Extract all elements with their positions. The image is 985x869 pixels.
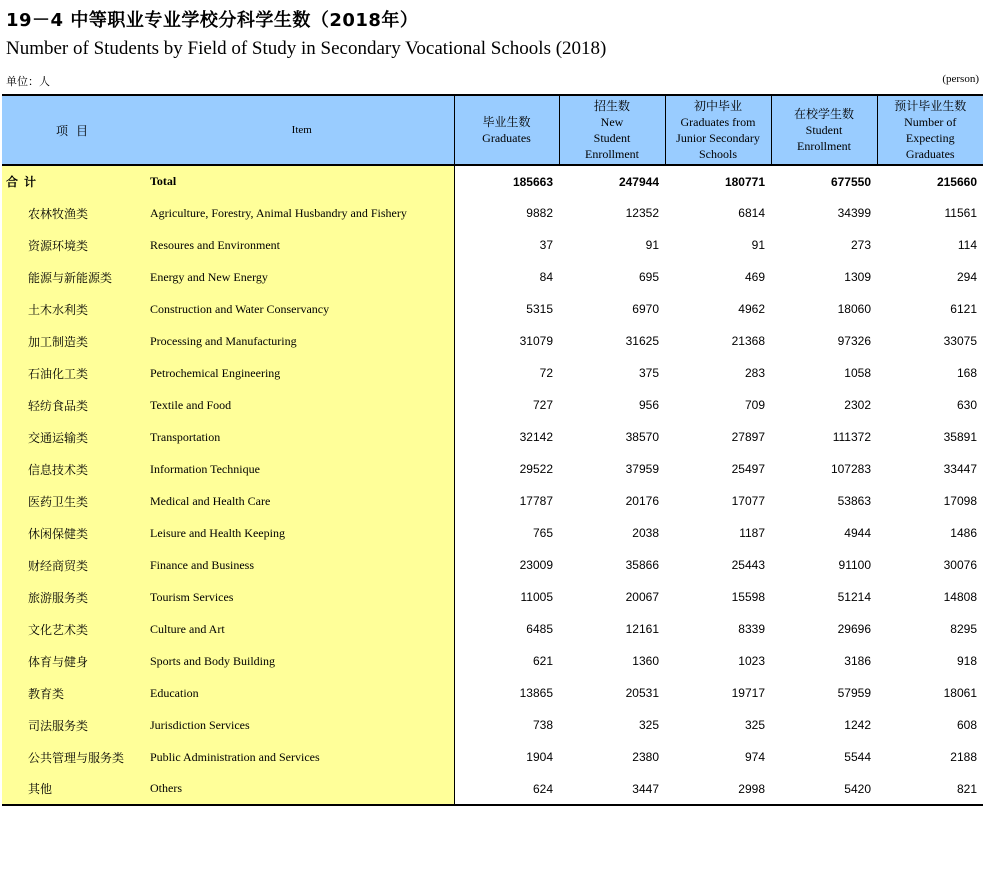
expecting-graduates-cell: 33447 <box>943 462 977 476</box>
junior-graduates-cell: 17077 <box>731 494 765 508</box>
unit-label-cn: 单位：人 <box>6 75 50 88</box>
header-enroll-en2: Enrollment <box>797 139 851 153</box>
graduates-cell: 17787 <box>454 485 559 517</box>
expecting-graduates-cell: 35891 <box>943 430 977 444</box>
student-enrollment-cell: 91100 <box>838 558 871 572</box>
expecting-graduates-cell: 11561 <box>944 206 977 220</box>
junior-graduates-cell: 15598 <box>731 590 765 604</box>
header-expect-en1: Number of <box>904 115 957 129</box>
header-new-en3: Enrollment <box>585 147 639 161</box>
header-expect-en3: Graduates <box>905 147 955 161</box>
expecting-graduates-cell: 2188 <box>950 750 977 764</box>
header-item-cn: 项目 <box>2 95 150 165</box>
new-enrollment-cell: 2380 <box>632 750 659 764</box>
unit-label-en: (person) <box>942 73 979 85</box>
junior-graduates-cell: 974 <box>744 750 765 764</box>
graduates-cell: 31079 <box>454 325 559 357</box>
new-enrollment-cell: 956 <box>638 398 659 412</box>
table-row <box>2 645 983 677</box>
table-body <box>2 165 983 805</box>
junior-graduates-cell: 2998 <box>738 781 765 796</box>
student-enrollment-cell: 29696 <box>837 622 871 636</box>
field-name-cn: 休闲保健类 <box>2 517 150 549</box>
field-name-cn: 轻纺食品类 <box>2 389 150 421</box>
field-name-en: Education <box>150 677 454 709</box>
header-new-cn: 招生数 <box>593 99 630 113</box>
header-student-enrollment <box>771 95 877 165</box>
field-name-en: Jurisdiction Services <box>150 709 454 741</box>
header-junior-en2: Junior Secondary <box>676 131 760 145</box>
junior-graduates-cell: 19717 <box>731 686 765 700</box>
field-name-en: Transportation <box>150 421 454 453</box>
graduates-cell: 5315 <box>454 293 559 325</box>
graduates-cell: 23009 <box>454 549 559 581</box>
table-row <box>2 325 983 357</box>
student-enrollment-cell: 2302 <box>844 398 871 412</box>
table-row <box>2 453 983 485</box>
header-expecting-graduates <box>877 95 983 165</box>
junior-graduates-cell: 180771 <box>724 174 765 189</box>
field-name-cn: 交通运输类 <box>2 421 150 453</box>
expecting-graduates-cell: 215660 <box>936 174 977 189</box>
expecting-graduates-cell: 608 <box>956 718 977 732</box>
field-name-en: Finance and Business <box>150 549 454 581</box>
field-name-cn: 资源环境类 <box>2 229 150 261</box>
header-expect-cn: 预计毕业生数 <box>894 99 967 113</box>
table-header-row <box>2 95 983 165</box>
new-enrollment-cell: 695 <box>638 270 659 284</box>
table-row <box>2 773 983 805</box>
student-enrollment-cell: 3186 <box>844 654 871 668</box>
junior-graduates-cell: 8339 <box>738 622 765 636</box>
field-name-cn: 加工制造类 <box>2 325 150 357</box>
new-enrollment-cell: 20531 <box>625 686 659 700</box>
expecting-graduates-cell: 821 <box>956 781 977 796</box>
new-enrollment-cell: 325 <box>638 718 659 732</box>
field-name-en: Medical and Health Care <box>150 485 454 517</box>
table-row <box>2 197 983 229</box>
field-name-en: Sports and Body Building <box>150 645 454 677</box>
junior-graduates-cell: 325 <box>744 718 765 732</box>
junior-graduates-cell: 709 <box>744 398 765 412</box>
field-name-cn: 教育类 <box>2 677 150 709</box>
expecting-graduates-cell: 17098 <box>943 494 977 508</box>
student-enrollment-cell: 273 <box>850 238 871 252</box>
field-name-cn: 信息技术类 <box>2 453 150 485</box>
field-name-en: Construction and Water Conservancy <box>150 293 454 325</box>
junior-graduates-cell: 27897 <box>731 430 765 444</box>
student-enrollment-cell: 34399 <box>837 206 871 220</box>
field-name-en: Tourism Services <box>150 581 454 613</box>
header-junior-graduates <box>665 95 771 165</box>
field-name-en: Petrochemical Engineering <box>150 357 454 389</box>
expecting-graduates-cell: 114 <box>957 238 977 252</box>
field-name-en: Energy and New Energy <box>150 261 454 293</box>
expecting-graduates-cell: 630 <box>956 398 977 412</box>
junior-graduates-cell: 1023 <box>738 654 765 668</box>
new-enrollment-cell: 20067 <box>625 590 659 604</box>
table-row <box>2 485 983 517</box>
header-item-en: Item <box>150 95 454 165</box>
table-row <box>2 357 983 389</box>
student-enrollment-cell: 97326 <box>837 334 871 348</box>
header-enroll-cn: 在校学生数 <box>793 107 854 121</box>
new-enrollment-cell: 12161 <box>625 622 659 636</box>
student-enrollment-cell: 1309 <box>844 270 871 284</box>
table-row <box>2 389 983 421</box>
table-row <box>2 677 983 709</box>
student-enrollment-cell: 51214 <box>837 590 871 604</box>
new-enrollment-cell: 247944 <box>618 174 659 189</box>
field-name-en: Agriculture, Forestry, Animal Husbandry and Fishery <box>150 197 454 229</box>
header-graduates-en: Graduates <box>482 131 531 145</box>
table-row <box>2 517 983 549</box>
table-row <box>2 261 983 293</box>
junior-graduates-cell: 1187 <box>739 526 765 540</box>
header-new-enrollment <box>559 95 665 165</box>
graduates-cell: 9882 <box>454 197 559 229</box>
expecting-graduates-cell: 8295 <box>950 622 977 636</box>
field-name-cn: 土木水利类 <box>2 293 150 325</box>
table-row <box>2 229 983 261</box>
graduates-cell: 738 <box>454 709 559 741</box>
new-enrollment-cell: 1360 <box>632 654 659 668</box>
student-enrollment-cell: 18060 <box>837 302 871 316</box>
junior-graduates-cell: 283 <box>744 366 765 380</box>
field-name-en: Processing and Manufacturing <box>150 325 454 357</box>
expecting-graduates-cell: 18061 <box>943 686 977 700</box>
student-enrollment-cell: 5420 <box>844 781 871 796</box>
field-name-cn: 农林牧渔类 <box>2 197 150 229</box>
new-enrollment-cell: 91 <box>645 238 659 252</box>
student-enrollment-cell: 1242 <box>844 718 871 732</box>
page-title-cn: 19－4 中等职业专业学校分科学生数（2018年） <box>6 10 419 31</box>
field-name-en: Leisure and Health Keeping <box>150 517 454 549</box>
new-enrollment-cell: 2038 <box>632 526 659 540</box>
graduates-cell: 37 <box>454 229 559 261</box>
field-name-en: Others <box>150 773 454 805</box>
expecting-graduates-cell: 30076 <box>943 558 977 572</box>
student-enrollment-cell: 677550 <box>830 174 871 189</box>
field-name-cn: 文化艺术类 <box>2 613 150 645</box>
junior-graduates-cell: 25443 <box>731 558 765 572</box>
graduates-cell: 32142 <box>454 421 559 453</box>
header-graduates <box>454 95 559 165</box>
field-name-cn: 公共管理与服务类 <box>2 741 150 773</box>
expecting-graduates-cell: 918 <box>956 654 977 668</box>
graduates-cell: 621 <box>454 645 559 677</box>
new-enrollment-cell: 31625 <box>625 334 659 348</box>
table-row <box>2 581 983 613</box>
field-name-en: Total <box>150 165 454 197</box>
graduates-cell: 84 <box>454 261 559 293</box>
junior-graduates-cell: 91 <box>751 238 765 252</box>
new-enrollment-cell: 3447 <box>632 781 659 796</box>
new-enrollment-cell: 38570 <box>625 430 659 444</box>
field-name-en: Culture and Art <box>150 613 454 645</box>
graduates-cell: 11005 <box>454 581 559 613</box>
field-name-cn: 其他 <box>2 773 150 805</box>
graduates-cell: 13865 <box>454 677 559 709</box>
field-name-en: Public Administration and Services <box>150 741 454 773</box>
table-row <box>2 421 983 453</box>
new-enrollment-cell: 37959 <box>625 462 659 476</box>
student-enrollment-cell: 107283 <box>830 462 871 476</box>
graduates-cell: 765 <box>454 517 559 549</box>
table-row <box>2 549 983 581</box>
field-name-cn: 合计 <box>2 165 150 197</box>
field-name-cn: 能源与新能源类 <box>2 261 150 293</box>
new-enrollment-cell: 6970 <box>632 302 659 316</box>
student-enrollment-cell: 4944 <box>844 526 871 540</box>
field-name-en: Textile and Food <box>150 389 454 421</box>
junior-graduates-cell: 4962 <box>738 302 765 316</box>
new-enrollment-cell: 375 <box>638 366 659 380</box>
student-enrollment-cell: 57959 <box>837 686 871 700</box>
student-enrollment-cell: 5544 <box>844 750 871 764</box>
graduates-cell: 72 <box>454 357 559 389</box>
students-table <box>2 94 983 806</box>
table-row <box>2 741 983 773</box>
graduates-cell: 624 <box>454 773 559 805</box>
field-name-cn: 司法服务类 <box>2 709 150 741</box>
table-row <box>2 613 983 645</box>
student-enrollment-cell: 1058 <box>844 366 871 380</box>
expecting-graduates-cell: 6121 <box>950 302 977 316</box>
table-row-total <box>2 165 983 197</box>
new-enrollment-cell: 12352 <box>625 206 659 220</box>
header-junior-cn: 初中毕业 <box>693 99 742 113</box>
graduates-cell: 185663 <box>454 165 559 197</box>
expecting-graduates-cell: 33075 <box>943 334 977 348</box>
graduates-cell: 6485 <box>454 613 559 645</box>
expecting-graduates-cell: 294 <box>956 270 977 284</box>
student-enrollment-cell: 53863 <box>837 494 871 508</box>
junior-graduates-cell: 21368 <box>731 334 765 348</box>
expecting-graduates-cell: 14808 <box>943 590 977 604</box>
field-name-en: Information Technique <box>150 453 454 485</box>
field-name-cn: 医药卫生类 <box>2 485 150 517</box>
junior-graduates-cell: 25497 <box>731 462 765 476</box>
table-row <box>2 293 983 325</box>
expecting-graduates-cell: 168 <box>956 366 977 380</box>
header-new-en1: New <box>600 115 624 129</box>
junior-graduates-cell: 6814 <box>738 206 765 220</box>
field-name-cn: 体育与健身 <box>2 645 150 677</box>
junior-graduates-cell: 469 <box>744 270 765 284</box>
header-junior-en3: Schools <box>698 147 737 161</box>
field-name-cn: 石油化工类 <box>2 357 150 389</box>
header-junior-en1: Graduates from <box>680 115 756 129</box>
header-expect-en2: Expecting <box>905 131 955 145</box>
field-name-en: Resoures and Environment <box>150 229 454 261</box>
field-name-cn: 旅游服务类 <box>2 581 150 613</box>
header-new-en2: Student <box>593 131 631 145</box>
table-row <box>2 709 983 741</box>
page-title-en: Number of Students by Field of Study in Secondary Vocational Schools (2018) <box>6 38 607 59</box>
header-graduates-cn: 毕业生数 <box>482 115 531 129</box>
header-enroll-en1: Student <box>805 123 843 137</box>
new-enrollment-cell: 35866 <box>625 558 659 572</box>
graduates-cell: 29522 <box>454 453 559 485</box>
new-enrollment-cell: 20176 <box>625 494 659 508</box>
expecting-graduates-cell: 1486 <box>950 526 977 540</box>
graduates-cell: 1904 <box>454 741 559 773</box>
field-name-cn: 财经商贸类 <box>2 549 150 581</box>
student-enrollment-cell: 111372 <box>832 430 871 444</box>
graduates-cell: 727 <box>454 389 559 421</box>
